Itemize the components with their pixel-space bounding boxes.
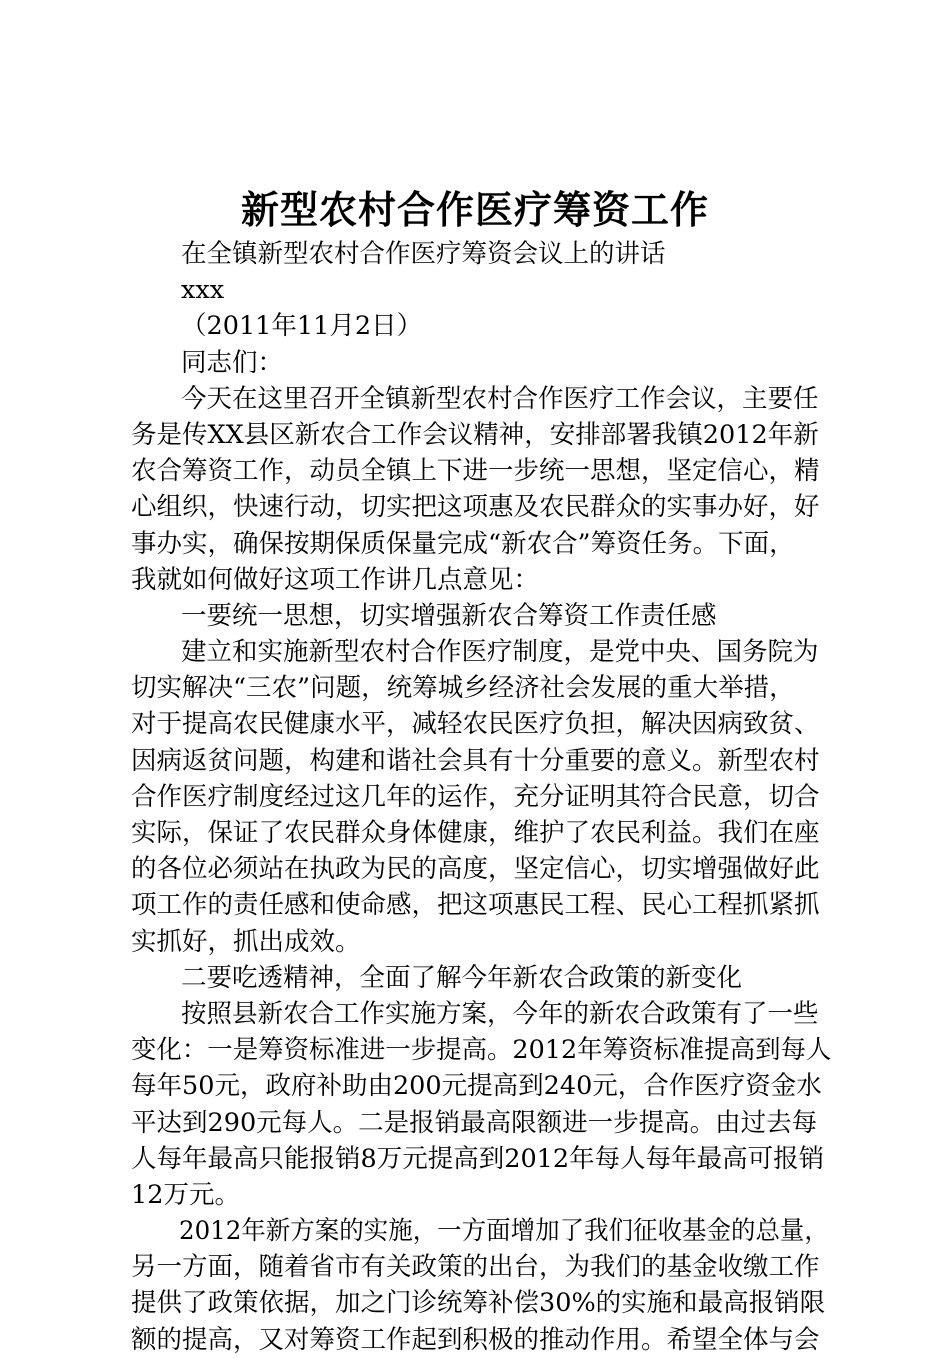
document-title: 新型农村合作医疗筹资工作 xyxy=(240,187,709,232)
body-line: 心组织，快速行动，切实把这项惠及农民群众的实事办好，好 xyxy=(131,492,820,523)
body-line: 实抓好，抓出成效。 xyxy=(131,926,361,957)
body-line: 的各位必须站在执政为民的高度，坚定信心，切实增强做好此 xyxy=(131,854,820,885)
body-line: 提供了政策依据，加之门诊统筹补偿30%的实施和最高报销限 xyxy=(131,1288,826,1319)
body-line: 务是传XX县区新农合工作会议精神，安排部署我镇2012年新 xyxy=(131,419,819,450)
body-line: 平达到290元每人。二是报销最高限额进一步提高。由过去每 xyxy=(131,1107,818,1138)
body-line: 合作医疗制度经过这几年的运作，充分证明其符合民意，切合 xyxy=(131,781,820,812)
body-line: 12万元。 xyxy=(131,1179,240,1210)
body-line: 一要统一思想，切实增强新农合筹资工作责任感 xyxy=(181,600,717,631)
body-line: 在全镇新型农村合作医疗筹资会议上的讲话 xyxy=(181,239,666,269)
body-line: 变化：一是筹资标准进一步提高。2012年筹资标准提高到每人 xyxy=(131,1035,832,1066)
body-line: 我就如何做好这项工作讲几点意见： xyxy=(131,564,540,595)
body-line: 切实解决“三农”问题，统筹城乡经济社会发展的重大举措， xyxy=(131,673,795,704)
body-line: 因病返贫问题，构建和谐社会具有十分重要的意义。新型农村 xyxy=(131,745,820,776)
body-line: 实际，保证了农民群众身体健康，维护了农民利益。我们在座 xyxy=(131,818,820,848)
body-line: 另一方面，随着省市有关政策的出台，为我们的基金收缴工作 xyxy=(131,1252,820,1283)
body-line: 2012年新方案的实施，一方面增加了我们征收基金的总量， xyxy=(179,1216,829,1247)
body-line: 项工作的责任感和使命感，把这项惠民工程、民心工程抓紧抓 xyxy=(131,890,820,921)
body-line: 人每年最高只能报销8万元提高到2012年每人每年最高可报销 xyxy=(131,1143,825,1174)
body-line: 建立和实施新型农村合作医疗制度，是党中央、国务院为 xyxy=(181,637,819,668)
body-line: 每年50元，政府补助由200元提高到240元，合作医疗资金水 xyxy=(131,1071,822,1102)
body-line: 对于提高农民健康水平，减轻农民医疗负担，解决因病致贫、 xyxy=(131,709,820,740)
document-body xyxy=(131,236,831,1358)
body-line: 农合筹资工作，动员全镇上下进一步统一思想，坚定信心，精 xyxy=(131,456,820,487)
body-line: xxx xyxy=(181,275,225,306)
body-line: （2011年11月2日） xyxy=(181,311,423,342)
body-line: 按照县新农合工作实施方案，今年的新农合政策有了一些 xyxy=(181,998,819,1029)
body-line: 今天在这里召开全镇新型农村合作医疗工作会议，主要任 xyxy=(181,383,819,414)
body-line: 事办实，确保按期保质保量完成“新农合”筹资任务。下面， xyxy=(131,528,795,559)
body-line: 二要吃透精神，全面了解今年新农合政策的新变化 xyxy=(181,962,743,993)
body-line: 同志们： xyxy=(181,347,284,378)
body-line: 额的提高，又对筹资工作起到积极的推动作用。希望全体与会 xyxy=(131,1324,820,1355)
